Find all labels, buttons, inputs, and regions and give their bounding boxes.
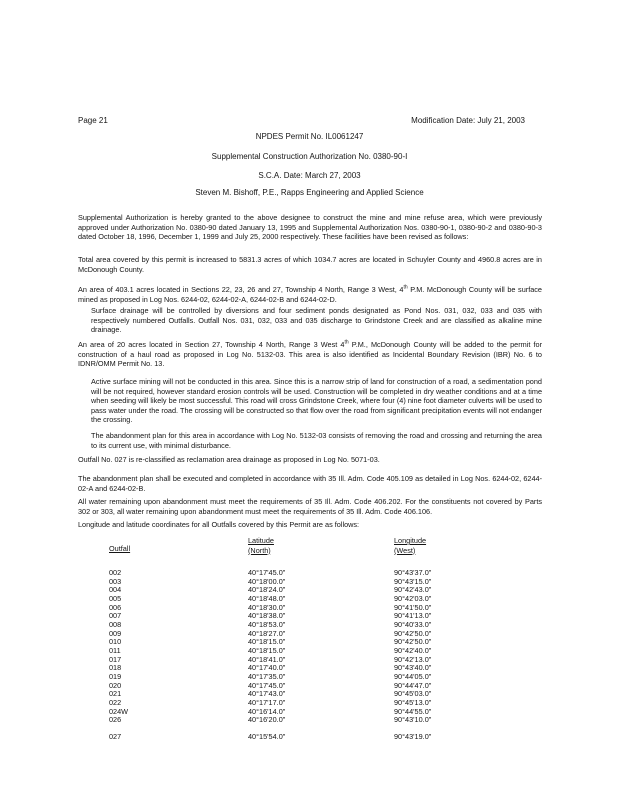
outfall-cell: 003 [109,576,122,586]
header-latitude-text: Latitude (North) [248,536,274,555]
latitude-cell: 40°17'45.0" [248,568,286,577]
outfall-cell: 002 [109,568,122,577]
outfall-cell: 009 [109,628,122,638]
longitude-cell: 90°43'15.0" [394,576,432,586]
outfall-cell: 018 [109,663,122,673]
outfall-cell: 006 [109,602,122,612]
permit-number: NPDES Permit No. IL0061247 [255,132,364,141]
latitude-cell: 40°18'38.0" [248,611,286,621]
longitude-cell: 90°42'50.0" [394,628,432,638]
page-number: Page 21 [78,116,108,125]
header-outfall: Outfall [109,544,131,553]
longitude-cell: 90°45'03.0" [394,689,432,699]
header-longitude-text: Longitude (West) [394,536,427,555]
latitude-cell: 40°17'35.0" [248,671,286,681]
longitude-cell: 90°41'13.0" [394,611,432,621]
outfall-cell: 004 [109,585,122,595]
longitude-cell: 90°44'05.0" [394,671,432,681]
longitude-cell: 90°44'47.0" [394,680,432,690]
longitude-cell: 90°42'40.0" [394,645,432,655]
longitude-cell: 90°43'10.0" [394,715,432,725]
table-row [109,656,494,665]
outfall-cell: 019 [109,671,122,681]
latitude-cell: 40°15'54.0" [248,732,286,742]
latitude-cell: 40°18'24.0" [248,585,286,595]
latitude-cell: 40°18'41.0" [248,654,286,664]
longitude-cell: 90°40'33.0" [394,619,432,629]
table-row [109,630,494,639]
latitude-cell: 40°18'48.0" [248,593,286,603]
table-row [109,699,494,708]
table-row [109,647,494,656]
outfall-cell: 010 [109,637,122,647]
table-row [109,586,494,595]
authorization-number: Supplemental Construction Authorization No. 0380-90-I [211,152,408,161]
table-row [109,733,494,742]
paragraph-abandonment-plan: The abandonment plan shall be executed and completed in accordance with 35 Ill. Adm. Code 405.109 as detailed in Log Nos. 6244-02, 6244-02-A and 6244-02-B. [78,474,542,493]
paragraph-outfall-027: Outfall No. 027 is re-classified as reclamation area drainage as proposed in Log No. 5071-03. [78,455,380,464]
latitude-cell: 40°17'40.0" [248,663,286,673]
table-row [109,673,494,682]
paragraph-abandonment-area: The abandonment plan for this area in accordance with Log No. 5132-03 consists of removing the road and crossing and returning the area to its current use, with minimal disturbance. [91,431,542,450]
longitude-cell: 90°45'13.0" [394,697,432,707]
longitude-cell: 90°41'50.0" [394,602,432,612]
outfall-cell: 024W [109,706,129,716]
paragraph-haul-road: An area of 20 acres located in Section 27, Township 4 North, Range 3 West 4th P.M., McDonough County will be added to the permit for construction of a haul road as proposed in Log No. 5132-03. This area is also identified as Incidental Boundary Revision (IBR) No. 6 to IDNR/OMM Permit No. 13. [78,339,542,369]
table-row [109,604,494,613]
modification-date: Modification Date: July 21, 2003 [411,116,525,125]
outfall-cell: 017 [109,654,122,664]
table-row [109,638,494,647]
table-row [109,682,494,691]
latitude-cell: 40°17'17.0" [248,697,286,707]
longitude-cell: 90°42'43.0" [394,585,432,595]
latitude-cell: 40°18'00.0" [248,576,286,586]
header-longitude [394,536,494,555]
outfall-coordinates-table [109,536,494,742]
table-row [109,569,494,578]
latitude-cell: 40°18'15.0" [248,645,286,655]
sca-date: S.C.A. Date: March 27, 2003 [258,171,361,180]
paragraph-surface-drainage: Surface drainage will be controlled by diversions and four sediment ponds designated as Pond Nos. 031, 032, 033 and 035 with respectively numbered Outfalls. Outfall Nos. 031, 032, 033 and 035 discharge to Grindstone Creek and are classified as alkaline mine drainage. [91,306,542,335]
latitude-cell: 40°18'15.0" [248,637,286,647]
outfall-cell: 022 [109,697,122,707]
table-row [109,595,494,604]
table-row [109,708,494,717]
paragraph-authorization: Supplemental Authorization is hereby granted to the above designee to construct the mine and mine refuse area, which were previously approved under Authorization No. 0380-90 dated January 13, 1995 and Supplemental Authorization Nos. 0380-90-1, 0380-90-2 and 0380-90-3 dated October 18, 1996, December 1, 1999 and July 25, 2000 respectively. These facilities have been revised as follows: [78,213,542,242]
table-header-row [109,536,494,555]
longitude-cell: 90°43'19.0" [394,732,432,742]
longitude-cell: 90°42'50.0" [394,637,432,647]
latitude-cell: 40°18'30.0" [248,602,286,612]
table-row [109,664,494,673]
outfall-cell: 027 [109,732,122,742]
longitude-cell: 90°44'55.0" [394,706,432,716]
latitude-cell: 40°17'43.0" [248,689,286,699]
table-row [109,690,494,699]
engineer-line: Steven M. Bishoff, P.E., Rapps Engineering and Applied Science [195,188,424,197]
longitude-cell: 90°43'40.0" [394,663,432,673]
paragraph-mined-area: An area of 403.1 acres located in Sections 22, 23, 26 and 27, Township 4 North, Range 3 West, 4th P.M. McDonough County will be surface mined as proposed in Log Nos. 6244-02, 6244-02-A, 6244-02-B and 6244-02-D. [78,284,542,304]
latitude-cell: 40°18'53.0" [248,619,286,629]
outfall-cell: 008 [109,619,122,629]
outfall-cell: 011 [109,645,121,655]
paragraph-active-mining: Active surface mining will not be conducted in this area. Since this is a narrow strip of land for construction of a road, a sedimentation pond will be not required, however standard erosion controls will be used. Construction will be completed in dry weather conditions and at a time when seeding will likely be most successful. This road will cross Grindstone Creek, where four (4) nine foot diameter culverts will be used to pass water under the road. The crossing will be constructed so that flow over the road from significant precipitation events will not endanger the crossing. [91,377,542,425]
outfall-cell: 005 [109,593,122,603]
table-row [109,621,494,630]
header-latitude [248,536,394,555]
table-row [109,716,494,725]
paragraph-water-remaining: All water remaining upon abandonment must meet the requirements of 35 Ill. Adm. Code 406.202. For the constituents not covered by Parts 302 or 303, all water remaining upon abandonment must meet the requirements of 35 Ill. Adm. Code 406.106. [78,497,542,516]
table-row [109,578,494,587]
outfall-cell: 021 [109,689,122,699]
latitude-cell: 40°17'45.0" [248,680,286,690]
latitude-cell: 40°18'27.0" [248,628,286,638]
paragraph-coordinates-intro: Longitude and latitude coordinates for all Outfalls covered by this Permit are as follows: [78,520,360,529]
latitude-cell: 40°16'14.0" [248,706,286,716]
longitude-cell: 90°42'13.0" [394,654,432,664]
table-row [109,612,494,621]
longitude-cell: 90°42'03.0" [394,593,432,603]
longitude-cell: 90°43'37.0" [394,568,432,577]
paragraph-total-area: Total area covered by this permit is increased to 5831.3 acres of which 1034.7 acres are located in Schuyler County and 4960.8 acres are in McDonough County. [78,255,542,274]
outfall-cell: 026 [109,715,122,725]
outfall-cell: 007 [109,611,122,621]
outfall-cell: 020 [109,680,122,690]
latitude-cell: 40°16'20.0" [248,715,286,725]
